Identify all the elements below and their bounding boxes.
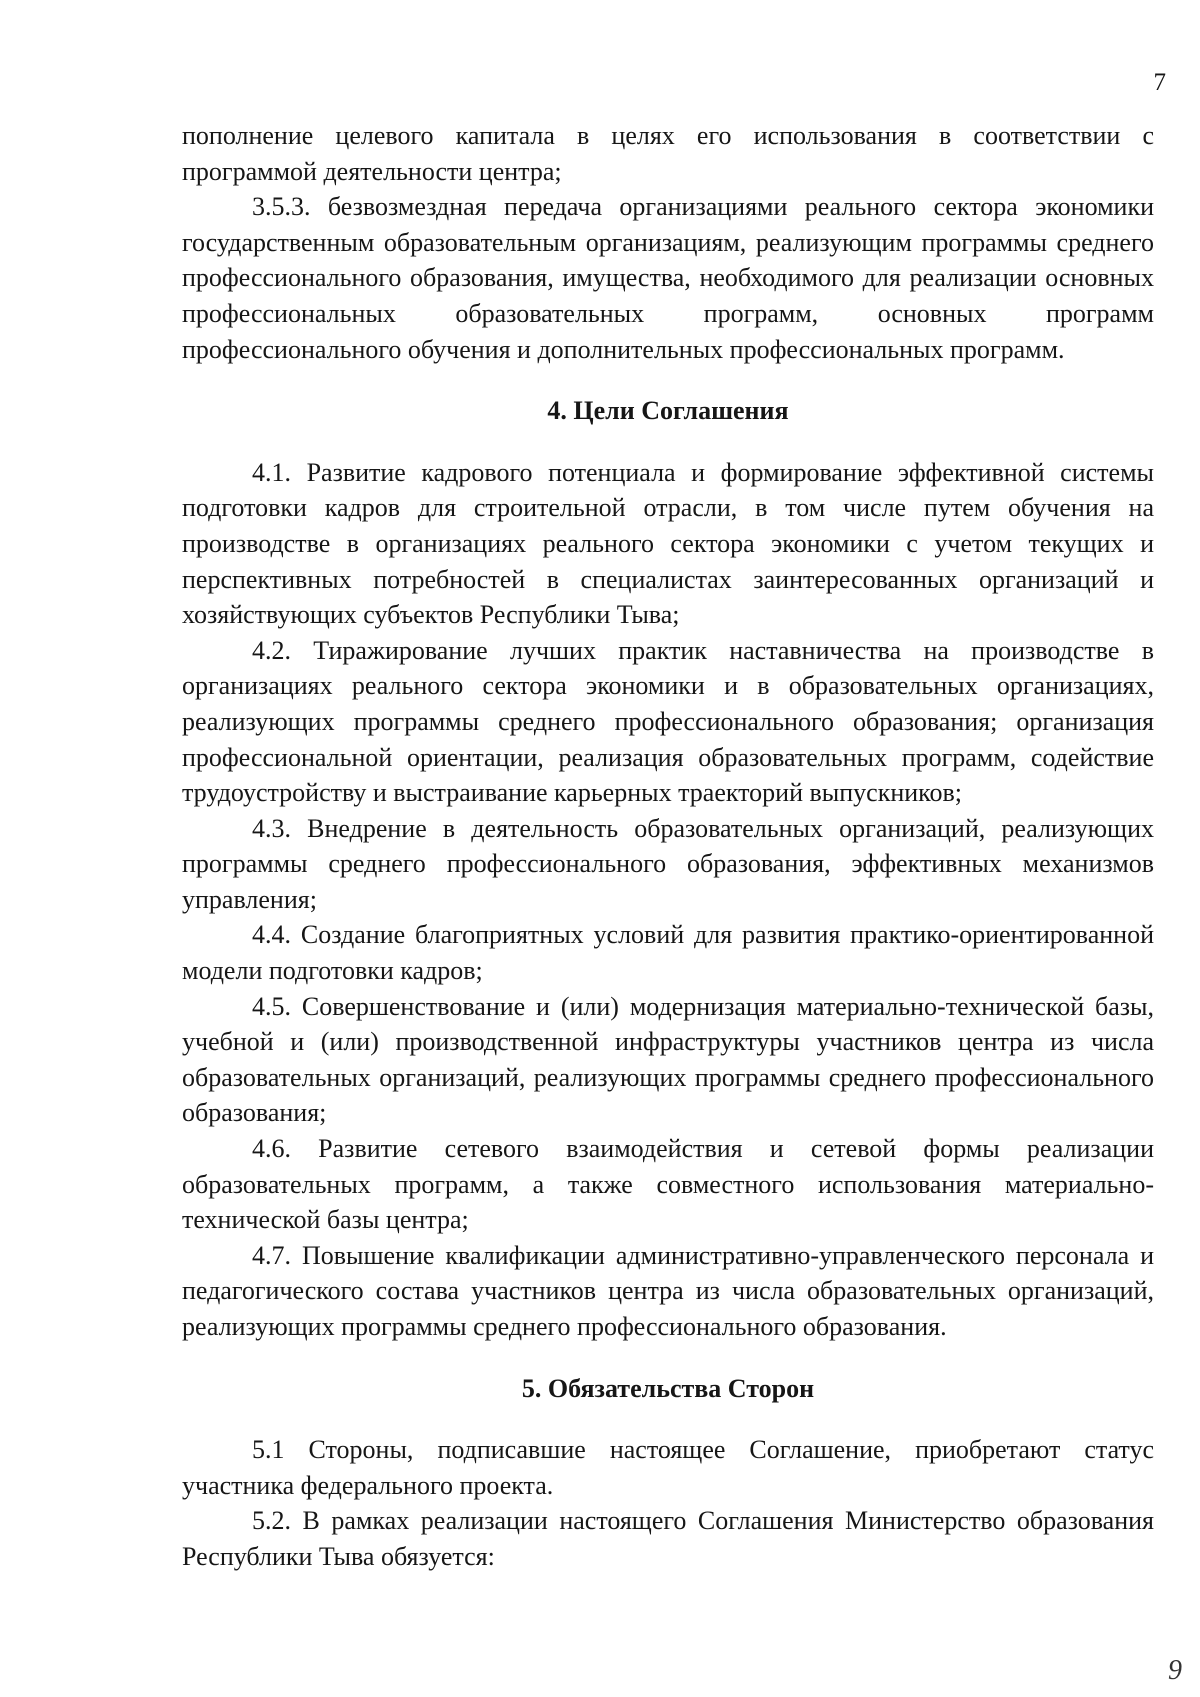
corner-handwritten-mark: 9	[1168, 1655, 1182, 1686]
clause-4-3: 4.3. Внедрение в деятельность образовательных организаций, реализующих программы среднего профессионального образования, эффективных механизмов управления;	[182, 813, 1154, 914]
paragraph-3-5-3: 3.5.3. безвозмездная передача организациями реального сектора экономики государственным образовательным организациям, реализующим программы среднего профессионального образования, имущества, необходимого для реализации основных профессиональных образовательных программ, основных программ профессионального обучения и дополнительных профессиональных программ.	[182, 192, 1154, 364]
clause-5-1: 5.1 Стороны, подписавшие настоящее Соглашение, приобретают статус участника федерального проекта.	[182, 1435, 1154, 1500]
clause-4-1: 4.1. Развитие кадрового потенциала и формирование эффективной системы подготовки кадров для строительной отрасли, в том числе путем обучения на производстве в организациях реального сектора экономики с учетом текущих и перспективных потребностей в специалистах заинтересованных организаций и хозяйствующих субъектов Республики Тыва;	[182, 457, 1154, 630]
section-4-heading: 4. Цели Соглашения	[547, 396, 789, 426]
clause-4-6: 4.6. Развитие сетевого взаимодействия и сетевой формы реализации образовательных программ, а также совместного использования материально-технической базы центра;	[182, 1134, 1154, 1235]
clause-5-2: 5.2. В рамках реализации настоящего Соглашения Министерство образования Республики Тыва обязуется:	[182, 1506, 1154, 1571]
page-number: 7	[1153, 69, 1166, 96]
paragraph-continuation: пополнение целевого капитала в целях его использования в соответствии с программой деятельности центра;	[182, 121, 1154, 186]
clause-4-4: 4.4. Создание благоприятных условий для развития практико-ориентированной модели подготовки кадров;	[182, 920, 1154, 986]
clause-4-2: 4.2. Тиражирование лучших практик наставничества на производстве в организациях реального сектора экономики и в образовательных организациях, реализующих программы среднего профессионального образования; организация профессиональной ориентации, реализация образовательных программ, содействие трудоустройству и выстраивание карьерных траекторий выпускников;	[182, 635, 1154, 808]
document-body	[182, 118, 1154, 1575]
clause-4-7: 4.7. Повышение квалификации административно-управленческого персонала и педагогического состава участников центра из числа образовательных организаций, реализующих программы среднего профессионального образования.	[182, 1240, 1154, 1341]
clause-4-5: 4.5. Совершенствование и (или) модернизация материально-технической базы, учебной и (или) производственной инфраструктуры участников центра из числа образовательных организаций, реализующих программы среднего профессионального образования;	[182, 991, 1154, 1128]
section-5-heading: 5. Обязательства Сторон	[521, 1373, 815, 1403]
